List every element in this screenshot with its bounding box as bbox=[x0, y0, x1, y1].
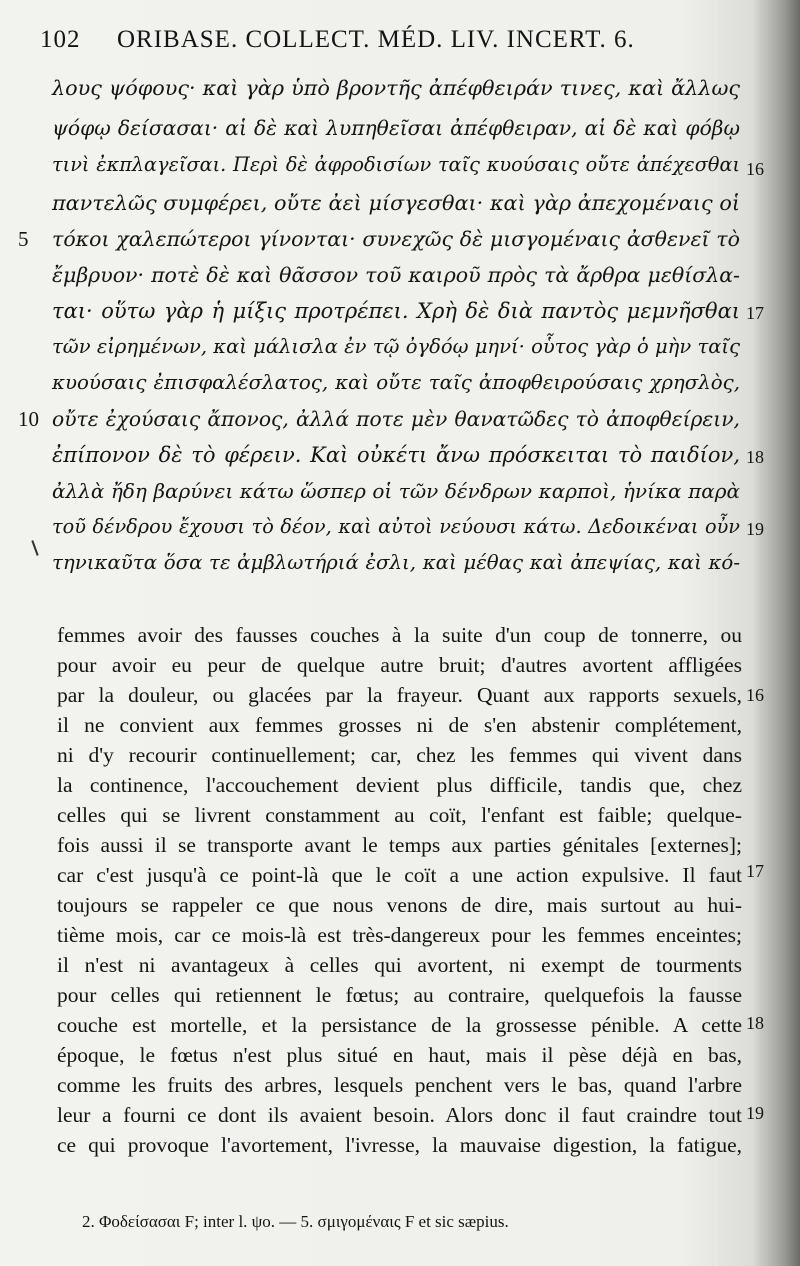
section-number: 18 bbox=[746, 447, 764, 467]
greek-line: τινὶ ἐκπλαγεῖσαι. Περὶ δὲ ἀφροδισίων ταῖς κυούσαις οὔτε ἀπέχεσθαι bbox=[52, 153, 740, 176]
french-line: comme les fruits des arbres, lesquels penchent vers le bas, quand l'arbre bbox=[57, 1073, 742, 1097]
greek-line: λους ψόφους· καὶ γὰρ ὑπὸ βροντῆς ἀπέφθειράν τινες, καὶ ἄλλως bbox=[52, 76, 740, 100]
greek-line: τόκοι χαλεπώτεροι γίνονται· συνεχῶς δὲ μισγομέναις ἀσθενεῖ τὸ bbox=[52, 227, 740, 251]
french-line: couche est mortelle, et la persistance de la grossesse pénible. A cette bbox=[57, 1013, 742, 1037]
section-number: 19 bbox=[746, 519, 764, 539]
section-number: 17 bbox=[746, 861, 764, 881]
margin-tick bbox=[31, 540, 38, 556]
french-line: il ne convient aux femmes grosses ni de s'en abstenir complétement, bbox=[57, 713, 742, 737]
french-line: car c'est jusqu'à ce point-là que le coït a une action expulsive. Il faut bbox=[57, 863, 742, 887]
french-line: toujours se rappeler ce que nous venons de dire, mais surtout au hui- bbox=[57, 893, 742, 917]
french-line: femmes avoir des fausses couches à la suite d'un coup de tonnerre, ou bbox=[57, 623, 742, 647]
greek-line: τηνικαῦτα ὅσα τε ἀμβλωτήριά ἐσλι, καὶ μέθας καὶ ἀπεψίας, καὶ κό- bbox=[52, 551, 740, 574]
french-line: ce qui provoque l'avortement, l'ivresse, la mauvaise digestion, la fatigue, bbox=[57, 1133, 742, 1157]
french-line: pour avoir eu peur de quelque autre bruit; d'autres avortent affligées bbox=[57, 653, 742, 677]
french-line: ni d'y recourir continuellement; car, chez les femmes qui vivent dans bbox=[57, 743, 742, 767]
greek-line: ψόφῳ δείσασαι· αἱ δὲ καὶ λυπηθεῖσαι ἀπέφθειραν, αἱ δὲ καὶ φόβῳ bbox=[52, 116, 740, 140]
greek-line: παντελῶς συμφέρει, οὔτε ἀεὶ μίσγεσθαι· καὶ γὰρ ἀπεχομέναις οἱ bbox=[52, 191, 740, 215]
line-number: 5 bbox=[18, 227, 29, 251]
footnote: 2. Φοδείσασαι F; inter l. ψο. — 5. σμιγομέναις F et sic sæpius. bbox=[82, 1212, 509, 1231]
french-line: il n'est ni avantageux à celles qui avortent, ni exempt de tourments bbox=[57, 953, 742, 977]
greek-line: ἀλλὰ ἤδη βαρύνει κάτω ὥσπερ οἱ τῶν δένδρων καρποὶ, ἡνίκα παρὰ bbox=[52, 479, 740, 503]
greek-line: τῶν εἰρημένων, καὶ μάλισλα ἐν τῷ ὀγδόῳ μηνί· οὗτος γὰρ ὁ μὴν ταῖς bbox=[52, 335, 740, 358]
section-number: 16 bbox=[746, 159, 764, 179]
french-line: époque, le fœtus n'est plus situé en haut, mais il pèse déjà en bas, bbox=[57, 1043, 742, 1067]
page-header bbox=[40, 26, 700, 60]
section-number: 18 bbox=[746, 1013, 764, 1033]
section-number: 17 bbox=[746, 303, 764, 323]
french-line: tième mois, car ce mois-là est très-dangereux pour les femmes enceintes; bbox=[57, 923, 742, 947]
greek-line: ἔμβρυον· ποτὲ δὲ καὶ θᾶσσον τοῦ καιροῦ πρὸς τὰ ἄρθρα μεθίσλα- bbox=[52, 263, 740, 287]
section-number: 16 bbox=[746, 685, 764, 705]
french-line: leur a fourni ce dont ils avaient besoin. Alors donc il faut craindre tout bbox=[57, 1103, 742, 1127]
greek-line: ται· οὕτω γὰρ ἡ μίξις προτρέπει. Χρὴ δὲ διὰ παντὸς μεμνῆσθαι bbox=[52, 299, 740, 323]
french-line: pour celles qui retiennent le fœtus; au contraire, quelquefois la fausse bbox=[57, 983, 742, 1007]
line-number: 10 bbox=[18, 407, 39, 431]
page-number: 102 bbox=[40, 26, 81, 53]
greek-line: οὔτε ἐχούσαις ἄπονος, ἀλλά ποτε μὲν θανατῶδες τὸ ἀποφθείρειν, bbox=[52, 407, 740, 431]
french-line: fois aussi il se transporte avant le temps aux parties génitales [externes]; bbox=[57, 833, 742, 857]
french-line: la continence, l'accouchement devient plus difficile, tandis que, chez bbox=[57, 773, 742, 797]
french-line: par la douleur, ou glacées par la frayeur. Quant aux rapports sexuels, bbox=[57, 683, 742, 707]
greek-line: κυούσαις ἐπισφαλέσλατος, καὶ οὔτε ταῖς ἀποφθειρούσαις χρησλὸς, bbox=[52, 371, 740, 394]
running-title: ORIBASE. COLLECT. MÉD. LIV. INCERT. 6. bbox=[117, 26, 635, 53]
french-line: celles qui se livrent constamment au coït, l'enfant est faible; quelque- bbox=[57, 803, 742, 827]
greek-line: ἐπίπονον δὲ τὸ φέρειν. Καὶ οὐκέτι ἄνω πρόσκειται τὸ παιδίον, bbox=[52, 443, 740, 467]
greek-line: τοῦ δένδρου ἔχουσι τὸ δέον, καὶ αὐτοὶ νεύουσι κάτω. Δεδοικέναι οὖν bbox=[52, 515, 740, 538]
section-number: 19 bbox=[746, 1103, 764, 1123]
